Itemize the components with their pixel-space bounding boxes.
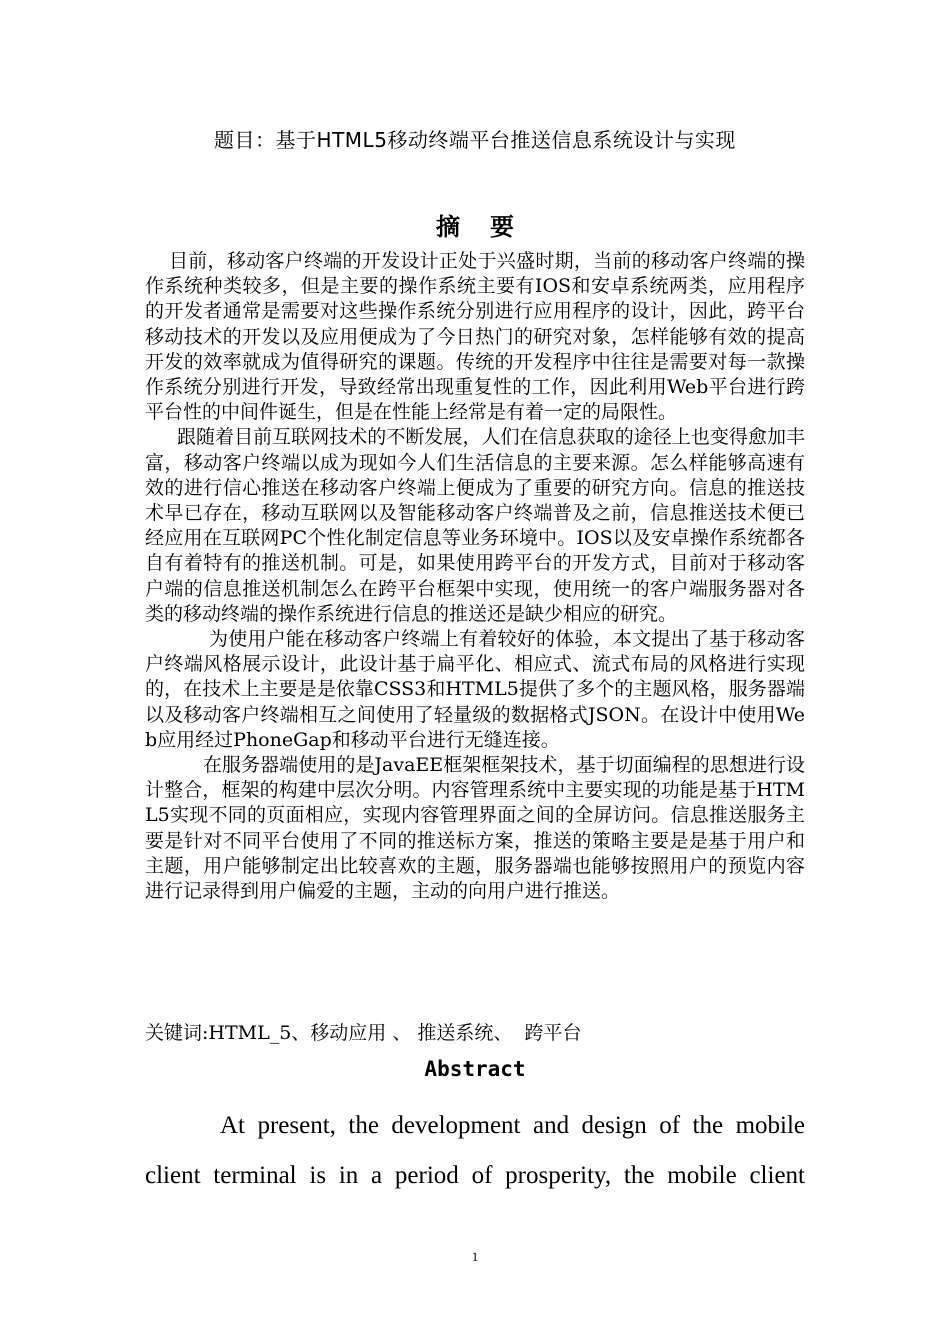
paper-title: 题目：基于HTML5移动终端平台推送信息系统设计与实现 bbox=[214, 128, 736, 152]
keywords-line: 关键词:HTML_5、移动应用 、 推送系统、 跨平台 bbox=[145, 1022, 582, 1044]
abstract-heading: 摘要 bbox=[436, 213, 544, 241]
english-abstract-body bbox=[145, 1101, 805, 1201]
abstract-paragraph-3: 为使用户能在移动客户终端上有着较好的体验，本文提出了基于移动客户终端风格展示设计，此设计基于扁平化、相应式、流式布局的风格进行实现的，在技术上主要是是依靠CSS3和HTML5提供了多个的主题风格，服务器端以及移动客户终端相互之间使用了轻量级的数据格式JSON。在设计中使用Web应用经过PhoneGap和移动平台进行无缝连接。 bbox=[145, 628, 805, 751]
english-abstract-paragraph: At present, the development and design of the mobile client terminal is in a period of prosperity, the mobile client bbox=[145, 1112, 805, 1189]
abstract-paragraph-1: 目前，移动客户终端的开发设计正处于兴盛时期，当前的移动客户终端的操作系统种类较多，但是主要的操作系统主要有IOS和安卓系统两类，应用程序的开发者通常是需要对这些操作系统分别进行应用程序的设计，因此，跨平台移动技术的开发以及应用便成为了今日热门的研究对象，怎样能够有效的提高开发的效率就成为值得研究的课题。传统的开发程序中往往是需要对每一款操作系统分别进行开发，导致经常出现重复性的工作，因此利用Web平台进行跨平台性的中间件诞生，但是在性能上经常是有着一定的局限性。 bbox=[145, 250, 805, 424]
page-number: 1 bbox=[471, 1249, 479, 1264]
abstract-paragraph-4: 在服务器端使用的是JavaEE框架框架技术，基于切面编程的思想进行设计整合，框架的构建中层次分明。内容管理系统中主要实现的功能是基于HTML5实现不同的页面相应，实现内容管理界面之间的全屏访问。信息推送服务主要是针对不同平台使用了不同的推送标方案，推送的策略主要是是基于用户和主题，用户能够制定出比较喜欢的主题，服务器端也能够按照用户的预览内容进行记录得到用户偏爱的主题，主动的向用户进行推送。 bbox=[145, 754, 805, 903]
chinese-abstract-body bbox=[145, 249, 805, 904]
abstract-paragraph-2: 跟随着目前互联网技术的不断发展，人们在信息获取的途径上也变得愈加丰富，移动客户终端以成为现如今人们生活信息的主要来源。怎么样能够高速有效的进行信心推送在移动客户终端上便成为了重要的研究方向。信息的推送技术早已存在，移动互联网以及智能移动客户终端普及之前，信息推送技术便已经应用在互联网PC个性化制定信息等业务环境中。IOS以及安卓操作系统都各自有着特有的推送机制。可是，如果使用跨平台的开发方式，目前对于移动客户端的信息推送机制怎么在跨平台框架中实现，使用统一的客户端服务器对各类的移动终端的操作系统进行信息的推送还是缺少相应的研究。 bbox=[145, 426, 805, 625]
english-abstract-heading: Abstract bbox=[424, 1057, 526, 1081]
